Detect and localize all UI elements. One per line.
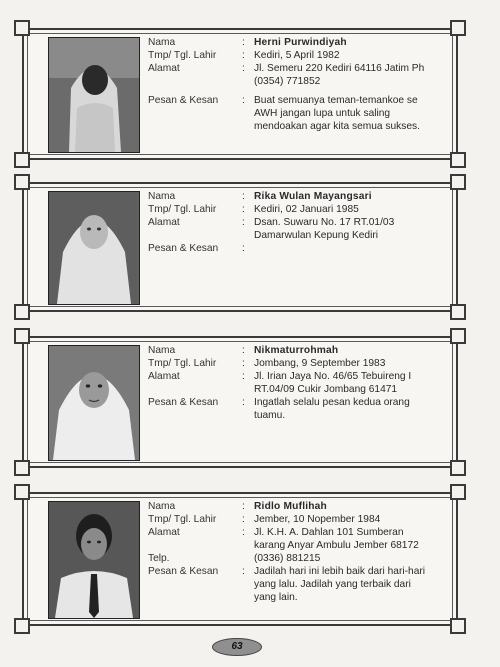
value-ttl: Jember, 10 Nopember 1984: [254, 514, 381, 525]
label-ttl: Tmp/ Tgl. Lahir: [148, 50, 217, 61]
field-ttl: [148, 49, 448, 62]
colon: :: [242, 566, 245, 577]
corner-ornament: [450, 484, 466, 500]
colon: :: [242, 358, 245, 369]
value-pesan-line: Buat semuanya teman-temankoe se: [254, 95, 418, 106]
colon: :: [242, 527, 245, 538]
label-ttl: Tmp/ Tgl. Lahir: [148, 204, 217, 215]
corner-ornament: [14, 618, 30, 634]
profile-photo: [48, 501, 140, 619]
field-nama: [148, 344, 448, 357]
colon: :: [242, 514, 245, 525]
value-alamat-line: karang Anyar Ambulu Jember 68172: [254, 540, 419, 551]
field-ttl: [148, 203, 448, 216]
value-alamat-line: Damarwulan Kepung Kediri: [254, 230, 379, 241]
field-pesan: [148, 396, 448, 422]
colon: :: [242, 63, 245, 74]
profile-photo: [48, 345, 140, 461]
value-alamat-line: Dsan. Suwaru No. 17 RT.01/03: [254, 217, 395, 228]
value-alamat-line: RT.04/09 Cukir Jombang 61471: [254, 384, 398, 395]
corner-ornament: [450, 618, 466, 634]
field-pesan: [148, 242, 448, 255]
profile-photo: [48, 191, 140, 305]
label-nama: Nama: [148, 191, 176, 202]
value-nama: Nikmaturrohmah: [254, 345, 339, 356]
page-number: 63: [212, 638, 262, 656]
field-pesan: [148, 94, 448, 133]
field-nama: [148, 36, 448, 49]
label-telp: Telp.: [148, 553, 170, 564]
profile-card-3: [22, 336, 458, 468]
value-pesan-line: Ingatlah selalu pesan kedua orang: [254, 397, 410, 408]
field-alamat: [148, 370, 448, 396]
corner-ornament: [450, 304, 466, 320]
colon: :: [242, 191, 245, 202]
corner-ornament: [14, 328, 30, 344]
profile-info: [148, 344, 448, 422]
field-pesan: [148, 565, 448, 604]
field-telp: [148, 552, 448, 565]
label-pesan: Pesan & Kesan: [148, 243, 219, 254]
value-telp: (0336) 881215: [254, 553, 321, 564]
label-pesan: Pesan & Kesan: [148, 397, 219, 408]
label-alamat: Alamat: [148, 217, 180, 228]
colon: :: [242, 37, 245, 48]
colon: :: [242, 217, 245, 228]
value-alamat-line: (0354) 771852: [254, 76, 321, 87]
field-nama: [148, 190, 448, 203]
colon: :: [242, 243, 245, 254]
field-alamat: [148, 216, 448, 242]
profile-info: [148, 36, 448, 133]
colon: :: [242, 501, 245, 512]
field-ttl: [148, 513, 448, 526]
label-alamat: Alamat: [148, 371, 180, 382]
value-pesan-line: yang lalu. Jadilah yang terbaik dari: [254, 579, 411, 590]
label-alamat: Alamat: [148, 527, 180, 538]
corner-ornament: [14, 174, 30, 190]
corner-ornament: [14, 152, 30, 168]
value-nama: Rika Wulan Mayangsari: [254, 191, 372, 202]
corner-ornament: [450, 152, 466, 168]
value-alamat-line: Jl. K.H. A. Dahlan 101 Sumberan: [254, 527, 404, 538]
profile-card-2: [22, 182, 458, 312]
field-alamat: [148, 62, 448, 88]
corner-ornament: [450, 174, 466, 190]
label-pesan: Pesan & Kesan: [148, 566, 219, 577]
corner-ornament: [14, 484, 30, 500]
value-ttl: Kediri, 5 April 1982: [254, 50, 340, 61]
colon: :: [242, 95, 245, 106]
colon: :: [242, 204, 245, 215]
label-pesan: Pesan & Kesan: [148, 95, 219, 106]
value-ttl: Jombang, 9 September 1983: [254, 358, 386, 369]
value-pesan-line: AWH jangan lupa untuk saling: [254, 108, 391, 119]
colon: :: [242, 371, 245, 382]
label-alamat: Alamat: [148, 63, 180, 74]
value-pesan-line: mendoakan agar kita semua sukses.: [254, 121, 420, 132]
value-nama: Herni Purwindiyah: [254, 37, 347, 48]
field-ttl: [148, 357, 448, 370]
profile-info: [148, 190, 448, 255]
corner-ornament: [14, 460, 30, 476]
value-alamat-line: Jl. Irian Jaya No. 46/65 Tebuireng I: [254, 371, 412, 382]
label-ttl: Tmp/ Tgl. Lahir: [148, 358, 217, 369]
value-pesan-line: yang lain.: [254, 592, 298, 603]
colon: :: [242, 397, 245, 408]
corner-ornament: [14, 20, 30, 36]
corner-ornament: [450, 460, 466, 476]
value-pesan-line: tuamu.: [254, 410, 286, 421]
profile-card-4: [22, 492, 458, 626]
corner-ornament: [14, 304, 30, 320]
field-nama: [148, 500, 448, 513]
corner-ornament: [450, 328, 466, 344]
profile-photo: [48, 37, 140, 153]
field-alamat: [148, 526, 448, 552]
colon: :: [242, 345, 245, 356]
value-alamat-line: Jl. Semeru 220 Kediri 64116 Jatim Ph: [254, 63, 425, 74]
label-ttl: Tmp/ Tgl. Lahir: [148, 514, 217, 525]
label-nama: Nama: [148, 345, 176, 356]
value-ttl: Kediri, 02 Januari 1985: [254, 204, 359, 215]
colon: :: [242, 50, 245, 61]
profile-info: [148, 500, 448, 604]
profile-card-1: [22, 28, 458, 160]
label-nama: Nama: [148, 501, 176, 512]
value-pesan-line: Jadilah hari ini lebih baik dari hari-hari: [254, 566, 426, 577]
corner-ornament: [450, 20, 466, 36]
value-nama: Ridlo Muflihah: [254, 501, 327, 512]
label-nama: Nama: [148, 37, 176, 48]
